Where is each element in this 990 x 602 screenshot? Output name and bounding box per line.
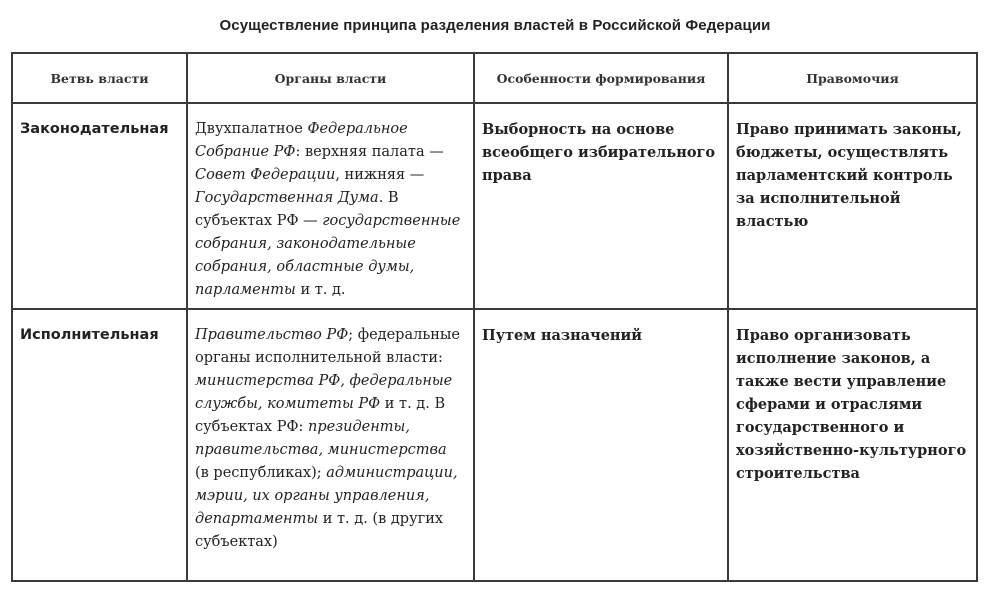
header-organs: Органы власти <box>187 53 474 103</box>
table-header-row <box>12 53 977 103</box>
header-powers: Правомочия <box>728 53 977 103</box>
table-row <box>12 103 977 309</box>
branch-cell: Законодательная <box>12 103 187 309</box>
powers-cell: Право организовать исполнение законов, а также вести управление сферами и отраслями государственного и хозяйственно-культурного строительства <box>728 309 977 581</box>
powers-cell: Право принимать законы, бюджеты, осуществлять парламентский контроль за исполнительной властью <box>728 103 977 309</box>
organs-text-segment: администрации, мэрии, их органы управления, департаменты <box>195 465 458 527</box>
organs-text-segment: : верхняя палата — <box>295 144 444 160</box>
organs-text-segment: , нижняя — <box>335 167 425 183</box>
organs-text-segment: и т. д. (в других субъектах) <box>195 511 444 550</box>
formation-cell: Выборность на основе всеобщего избирательного права <box>474 103 728 309</box>
organs-text-segment: (в республиках); <box>195 465 327 481</box>
organs-cell <box>187 103 474 309</box>
organs-text-segment: Федеральное Собрание РФ <box>195 121 408 160</box>
organs-text-segment: министерства РФ, федеральные службы, комитеты РФ <box>195 373 453 412</box>
organs-text-segment: государственные собрания, законодательные собрания, областные думы, парламенты <box>195 213 461 298</box>
organs-text-segment: президенты, правительства, министерства <box>195 419 447 458</box>
header-formation: Особенности формирования <box>474 53 728 103</box>
document-title: Осуществление принципа разделения властей в Российской Федерации <box>219 17 771 34</box>
formation-cell: Путем назначений <box>474 309 728 581</box>
table-row <box>12 309 977 581</box>
header-branch: Ветвь власти <box>12 53 187 103</box>
branch-cell: Исполнительная <box>12 309 187 581</box>
organs-text-segment: Государственная Дума <box>195 190 379 206</box>
organs-text-segment: и т. д. В субъектах РФ: <box>195 396 446 435</box>
organs-cell <box>187 309 474 581</box>
organs-text-segment: . В субъектах РФ — <box>195 190 399 229</box>
organs-text-segment: Правительство РФ <box>195 327 349 343</box>
organs-text-segment: Совет Федерации <box>195 167 336 183</box>
powers-table <box>11 52 978 582</box>
organs-text-segment: Двухпалатное <box>195 121 308 137</box>
organs-text-segment: ; федеральные органы исполнительной власти: <box>195 327 461 366</box>
organs-text-segment: и т. д. <box>295 282 346 298</box>
